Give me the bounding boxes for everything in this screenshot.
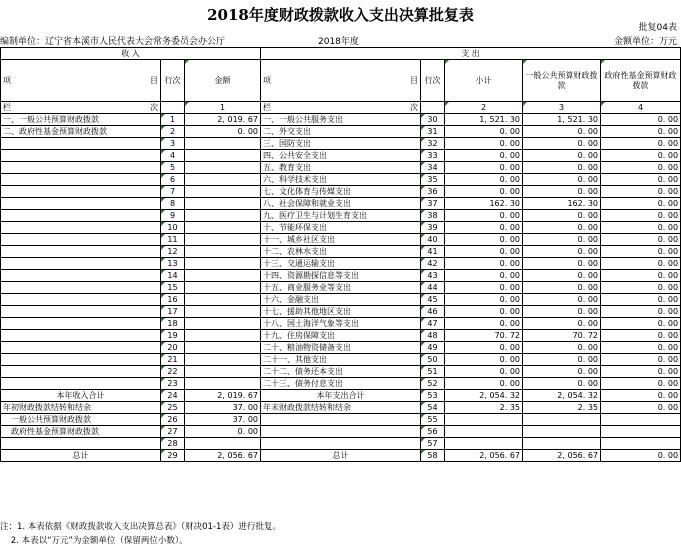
expense-general-budget: 0. 00 [523,366,601,378]
expense-subtotal [445,414,523,426]
expense-item: 十三、交通运输支出 [261,258,421,270]
table-row [1,114,681,126]
income-line-no: 27 [161,426,185,438]
expense-subtotal: 0. 00 [445,318,523,330]
expense-line-no: 37 [421,198,445,210]
income-item [1,366,161,378]
expense-gov-fund: 0. 00 [601,222,681,234]
expense-item: 三、国防支出 [261,138,421,150]
expense-gov-fund: 0. 00 [601,138,681,150]
table-row [1,150,681,162]
expense-line-no: 54 [421,402,445,414]
expense-general-budget: 1, 521. 30 [523,114,601,126]
exp-item-header: 项 [263,75,272,85]
table-row [1,378,681,390]
expense-line-no: 35 [421,174,445,186]
income-line-no: 7 [161,186,185,198]
expense-general-budget: 0. 00 [523,162,601,174]
expense-subtotal: 0. 00 [445,306,523,318]
income-header: 收 入 [1,48,261,60]
expense-line-no: 38 [421,210,445,222]
income-amount [185,234,261,246]
expense-subtotal: 0. 00 [445,366,523,378]
expense-line-no: 51 [421,366,445,378]
income-amount [185,198,261,210]
expense-line-no: 49 [421,342,445,354]
income-line-no: 9 [161,210,185,222]
income-line-no: 20 [161,342,185,354]
expense-line-no: 47 [421,318,445,330]
expense-subtotal: 0. 00 [445,246,523,258]
income-line-no: 8 [161,198,185,210]
income-amount [185,138,261,150]
expense-subtotal: 2, 054. 32 [445,390,523,402]
expense-item: 六、科学技术支出 [261,174,421,186]
expense-subtotal: 0. 00 [445,186,523,198]
expense-line-no: 56 [421,426,445,438]
expense-general-budget: 2, 056. 67 [523,450,601,462]
expense-line-no: 34 [421,162,445,174]
expense-gov-fund: 0. 00 [601,210,681,222]
general-budget-header: 一般公共预算财政拨款 [523,60,601,102]
expense-subtotal: 0. 00 [445,210,523,222]
expense-gov-fund [601,438,681,450]
expense-item [261,438,421,450]
income-amount [185,186,261,198]
income-amount [185,174,261,186]
expense-gov-fund: 0. 00 [601,198,681,210]
income-item [1,378,161,390]
income-amount [185,330,261,342]
expense-general-budget: 0. 00 [523,150,601,162]
income-line-no: 28 [161,438,185,450]
amount-header: 金额 [185,60,261,102]
table-row [1,354,681,366]
income-item [1,198,161,210]
expense-general-budget: 0. 00 [523,318,601,330]
table-row [1,258,681,270]
income-amount [185,342,261,354]
table-row [1,282,681,294]
col-2: 2 [445,102,523,114]
expense-gov-fund: 0. 00 [601,126,681,138]
expense-line-no: 41 [421,246,445,258]
expense-item: 八、社会保障和就业支出 [261,198,421,210]
exp-line-no-header: 行次 [421,60,445,102]
expense-line-no: 58 [421,450,445,462]
expense-item: 年末财政拨款结转和结余 [261,402,421,414]
expense-item: 十六、金融支出 [261,294,421,306]
income-line-no: 13 [161,258,185,270]
income-line-no: 19 [161,330,185,342]
expense-item: 七、文化体育与传媒支出 [261,186,421,198]
form-number: 批复04表 [638,23,677,33]
page-title: 2018年度财政拨款收入支出决算批复表 [207,6,474,24]
expense-general-budget: 0. 00 [523,342,601,354]
income-line-no: 29 [161,450,185,462]
expense-gov-fund: 0. 00 [601,234,681,246]
expense-line-no: 42 [421,258,445,270]
expense-general-budget: 0. 00 [523,354,601,366]
income-amount: 0. 00 [185,426,261,438]
column-label: 栏 [3,102,11,112]
income-item: 年初财政拨款结转和结余 [1,402,161,414]
line-no-header: 行次 [161,60,185,102]
col-1: 1 [185,102,261,114]
expense-line-no: 32 [421,138,445,150]
notes [0,520,281,548]
expense-gov-fund: 0. 00 [601,282,681,294]
income-amount [185,438,261,450]
income-line-no: 18 [161,318,185,330]
expense-line-no: 55 [421,414,445,426]
col-4: 4 [601,102,681,114]
table-row [1,438,681,450]
expense-item [261,426,421,438]
expense-item: 本年支出合计 [261,390,421,402]
expense-subtotal: 0. 00 [445,354,523,366]
income-item [1,150,161,162]
table-row [1,246,681,258]
table-row [1,390,681,402]
col-3: 3 [523,102,601,114]
income-line-no: 10 [161,222,185,234]
compiling-unit: 编制单位：辽宁省本溪市人民代表大会常务委员会办公厅 [0,37,226,47]
income-item [1,234,161,246]
income-amount [185,270,261,282]
income-item [1,258,161,270]
income-line-no: 12 [161,246,185,258]
expense-item: 五、教育支出 [261,162,421,174]
table-row [1,126,681,138]
income-line-no: 6 [161,174,185,186]
expense-general-budget: 0. 00 [523,282,601,294]
expense-gov-fund: 0. 00 [601,330,681,342]
income-amount: 2, 019. 67 [185,114,261,126]
expense-line-no: 57 [421,438,445,450]
expense-subtotal: 0. 00 [445,282,523,294]
expense-subtotal: 0. 00 [445,174,523,186]
expense-general-budget: 0. 00 [523,270,601,282]
expense-gov-fund: 0. 00 [601,150,681,162]
income-item [1,186,161,198]
income-item [1,438,161,450]
income-amount: 37. 00 [185,402,261,414]
income-amount [185,378,261,390]
income-item [1,162,161,174]
expense-general-budget: 0. 00 [523,378,601,390]
expense-item: 十九、住房保障支出 [261,330,421,342]
expense-general-budget [523,414,601,426]
expense-line-no: 30 [421,114,445,126]
expense-general-budget: 0. 00 [523,222,601,234]
income-line-no: 22 [161,366,185,378]
income-amount: 0. 00 [185,126,261,138]
expense-gov-fund: 0. 00 [601,354,681,366]
expense-line-no: 39 [421,222,445,234]
income-item [1,294,161,306]
income-item [1,174,161,186]
income-line-no: 17 [161,306,185,318]
expense-gov-fund: 0. 00 [601,390,681,402]
income-line-no: 15 [161,282,185,294]
income-amount [185,294,261,306]
income-item [1,246,161,258]
income-item [1,330,161,342]
income-item [1,306,161,318]
expense-item: 十四、资源勘探信息等支出 [261,270,421,282]
table-row [1,426,681,438]
expense-gov-fund: 0. 00 [601,450,681,462]
expense-subtotal: 1, 521. 30 [445,114,523,126]
expense-subtotal: 0. 00 [445,294,523,306]
income-amount [185,306,261,318]
expense-gov-fund: 0. 00 [601,186,681,198]
expense-general-budget: 0. 00 [523,210,601,222]
expense-item: 十七、援助其他地区支出 [261,306,421,318]
expense-item: 十、节能环保支出 [261,222,421,234]
expense-general-budget: 162. 30 [523,198,601,210]
table-row [1,270,681,282]
expense-general-budget: 0. 00 [523,126,601,138]
income-amount: 2, 056. 67 [185,450,261,462]
expense-gov-fund: 0. 00 [601,402,681,414]
expense-subtotal [445,426,523,438]
income-item [1,282,161,294]
table-row [1,222,681,234]
income-item: 政府性基金预算财政拨款 [1,426,161,438]
expense-general-budget [523,426,601,438]
expense-line-no: 50 [421,354,445,366]
budget-table: 收 入 支 出 项 目 行次 金额 项 目 行次 小计 一般公共预算财政拨款 政府性基金预算财政拨款 栏 次 1 栏 次 2 3 4 一、一般公共预算财政拨款 1 2, 019. 67 一、一般公共服务支出 30 1, 521. 30 1, 521. 30 0. 00 二、政府性基金预算财政拨款 2 0. 00 二、外交支出 31 0. 00 0. 00 0. 00 3 三、国防支出 32 0. 00 0. 00 0. 00 4 四、公共安全支出 33 0. 00 0. 00 0. 00 5 五、教育支出 34 0. 00 0. 00 0. 00 6 六、科学技术支出 35 0. 00 0. 00 0. 00 7 七、文化体育与传媒支出 36 0. 00 0. 00 0. 00 8 八、社会保障和就业支出 37 162. 30 162. 30 0. 00 9 九、医疗卫生与计划生育支出 38 0. 00 0. 00 0. 00 10 十、节能环保支出 39 0. 00 0. 00 0. 00 11 十一、城乡社区支出 40 0. 00 0. 00 0. 00 12 十二、农林水支出 41 0. 00 0. 00 0. 00 13 十三、交通运输支出 42 0. 00 0. 00 0. 00 14 十四、资源勘探信息等支出 43 0. 00 0. 00 0. 00 15 十五、商业服务业等支出 44 0. 00 0. 00 0. 00 16 十六、金融支出 45 0. 00 0. 00 0. 00 17 十七、援助其他地区支出 46 0. 00 0. 00 0. 00 18 十八、国土海洋气象等支出 47 0. 00 0. 00 0. 00 19 十九、住房保障支出 48 70. 72 70. 72 0. 00 20 二十、粮油物资储备支出 49 0. 00 0. 00 0. 00 21 二十一、其他支出 50 0. 00 0. 00 0. 00 22 二十二、债务还本支出 51 0. 00 0. 00 0. 00 23 二十三、债务付息支出 52 0. 00 0. 00 0. 00 本年收入合计 24 2, 019. 67 本年支出合计 53 2, 054. 32 2, 054. 32 0. 00 年初财政拨款结转和结余 25 37. 00 年末财政拨款结转和结余 54 2. 35 2. 35 0. 00 一般公共预算财政拨款 26 37. 00 55 政府性基金预算财政拨款 27 0. 00 56 28 57 总计 29 2, 056. 67 总计 58 2, 056. 67 2, 056. 67 0. 00 [0,47,681,462]
expense-gov-fund: 0. 00 [601,114,681,126]
income-amount [185,162,261,174]
expense-subtotal: 2, 056. 67 [445,450,523,462]
income-item: 一、一般公共预算财政拨款 [1,114,161,126]
expense-item: 十八、国土海洋气象等支出 [261,318,421,330]
table-row [1,402,681,414]
expense-subtotal: 0. 00 [445,378,523,390]
money-unit: 金额单位：万元 [613,37,677,47]
expense-line-no: 52 [421,378,445,390]
expense-general-budget: 0. 00 [523,246,601,258]
income-line-no: 14 [161,270,185,282]
note-1: 注：1. 本表依据《财政拨款收入支出决算总表》（财决01-1表）进行批复。 [0,522,281,532]
expense-general-budget: 0. 00 [523,186,601,198]
expense-subtotal: 70. 72 [445,330,523,342]
income-item [1,318,161,330]
expense-gov-fund: 0. 00 [601,294,681,306]
income-line-no: 16 [161,294,185,306]
table-row [1,294,681,306]
table-row [1,318,681,330]
income-line-no: 21 [161,354,185,366]
income-amount [185,210,261,222]
expense-gov-fund: 0. 00 [601,306,681,318]
income-item [1,222,161,234]
expense-item: 二十、粮油物资储备支出 [261,342,421,354]
table-row [1,174,681,186]
expense-gov-fund: 0. 00 [601,342,681,354]
income-amount [185,318,261,330]
income-item [1,354,161,366]
expense-item [261,414,421,426]
table-row [1,186,681,198]
income-item [1,210,161,222]
income-item: 总计 [1,450,161,462]
expense-line-no: 36 [421,186,445,198]
income-amount [185,366,261,378]
table-row [1,450,681,462]
expense-gov-fund [601,414,681,426]
table-row [1,306,681,318]
expense-item: 十一、城乡社区支出 [261,234,421,246]
expense-subtotal: 0. 00 [445,234,523,246]
table-row [1,198,681,210]
expense-subtotal: 0. 00 [445,126,523,138]
note-2: 2. 本表以“万元”为金额单位（保留两位小数）。 [0,536,188,546]
expense-gov-fund: 0. 00 [601,270,681,282]
expense-gov-fund: 0. 00 [601,318,681,330]
expense-gov-fund: 0. 00 [601,162,681,174]
expense-subtotal: 0. 00 [445,222,523,234]
expense-subtotal: 2. 35 [445,402,523,414]
table-row [1,366,681,378]
income-line-no: 4 [161,150,185,162]
expense-gov-fund: 0. 00 [601,258,681,270]
expense-general-budget: 0. 00 [523,174,601,186]
expense-item: 二十一、其他支出 [261,354,421,366]
fiscal-year: 2018年度 [318,37,359,47]
income-line-no: 26 [161,414,185,426]
expense-subtotal: 0. 00 [445,162,523,174]
expense-subtotal: 0. 00 [445,150,523,162]
income-item [1,270,161,282]
expense-item: 二十三、债务付息支出 [261,378,421,390]
item-header: 项 [3,75,11,85]
expense-subtotal: 0. 00 [445,258,523,270]
table-row [1,414,681,426]
table-row [1,330,681,342]
expense-item: 一、一般公共服务支出 [261,114,421,126]
expense-gov-fund: 0. 00 [601,366,681,378]
expense-item: 二、外交支出 [261,126,421,138]
expense-general-budget: 2, 054. 32 [523,390,601,402]
expense-subtotal: 0. 00 [445,342,523,354]
expense-subtotal: 0. 00 [445,270,523,282]
income-item: 本年收入合计 [1,390,161,402]
expense-general-budget: 0. 00 [523,138,601,150]
income-line-no: 5 [161,162,185,174]
expense-gov-fund [601,426,681,438]
expense-gov-fund: 0. 00 [601,174,681,186]
expense-general-budget [523,438,601,450]
income-amount: 37. 00 [185,414,261,426]
income-item [1,342,161,354]
expense-item: 总计 [261,450,421,462]
income-amount [185,246,261,258]
expense-line-no: 53 [421,390,445,402]
income-amount: 2, 019. 67 [185,390,261,402]
expense-item: 十二、农林水支出 [261,246,421,258]
expense-line-no: 46 [421,306,445,318]
expense-subtotal: 162. 30 [445,198,523,210]
income-line-no: 23 [161,378,185,390]
income-item: 二、政府性基金预算财政拨款 [1,126,161,138]
income-line-no: 25 [161,402,185,414]
expense-gov-fund: 0. 00 [601,378,681,390]
expense-line-no: 43 [421,270,445,282]
expense-general-budget: 0. 00 [523,294,601,306]
table-row [1,210,681,222]
expense-general-budget: 2. 35 [523,402,601,414]
income-line-no: 2 [161,126,185,138]
expense-header: 支 出 [261,48,681,60]
income-item: 一般公共预算财政拨款 [1,414,161,426]
income-amount [185,150,261,162]
expense-line-no: 48 [421,330,445,342]
table-row [1,162,681,174]
expense-line-no: 33 [421,150,445,162]
expense-line-no: 44 [421,282,445,294]
expense-line-no: 31 [421,126,445,138]
income-line-no: 3 [161,138,185,150]
table-row [1,234,681,246]
income-amount [185,354,261,366]
expense-general-budget: 70. 72 [523,330,601,342]
expense-general-budget: 0. 00 [523,234,601,246]
expense-line-no: 40 [421,234,445,246]
expense-general-budget: 0. 00 [523,306,601,318]
expense-item: 九、医疗卫生与计划生育支出 [261,210,421,222]
income-line-no: 24 [161,390,185,402]
expense-item: 四、公共安全支出 [261,150,421,162]
expense-item: 二十二、债务还本支出 [261,366,421,378]
expense-gov-fund: 0. 00 [601,246,681,258]
table-row [1,138,681,150]
expense-subtotal [445,438,523,450]
income-amount [185,222,261,234]
expense-item: 十五、商业服务业等支出 [261,282,421,294]
expense-subtotal: 0. 00 [445,138,523,150]
gov-fund-header: 政府性基金预算财政拨款 [601,60,681,102]
income-item [1,138,161,150]
subtotal-header: 小计 [445,60,523,102]
income-line-no: 1 [161,114,185,126]
income-amount [185,282,261,294]
income-line-no: 11 [161,234,185,246]
expense-line-no: 45 [421,294,445,306]
table-row [1,342,681,354]
expense-general-budget: 0. 00 [523,258,601,270]
income-amount [185,258,261,270]
